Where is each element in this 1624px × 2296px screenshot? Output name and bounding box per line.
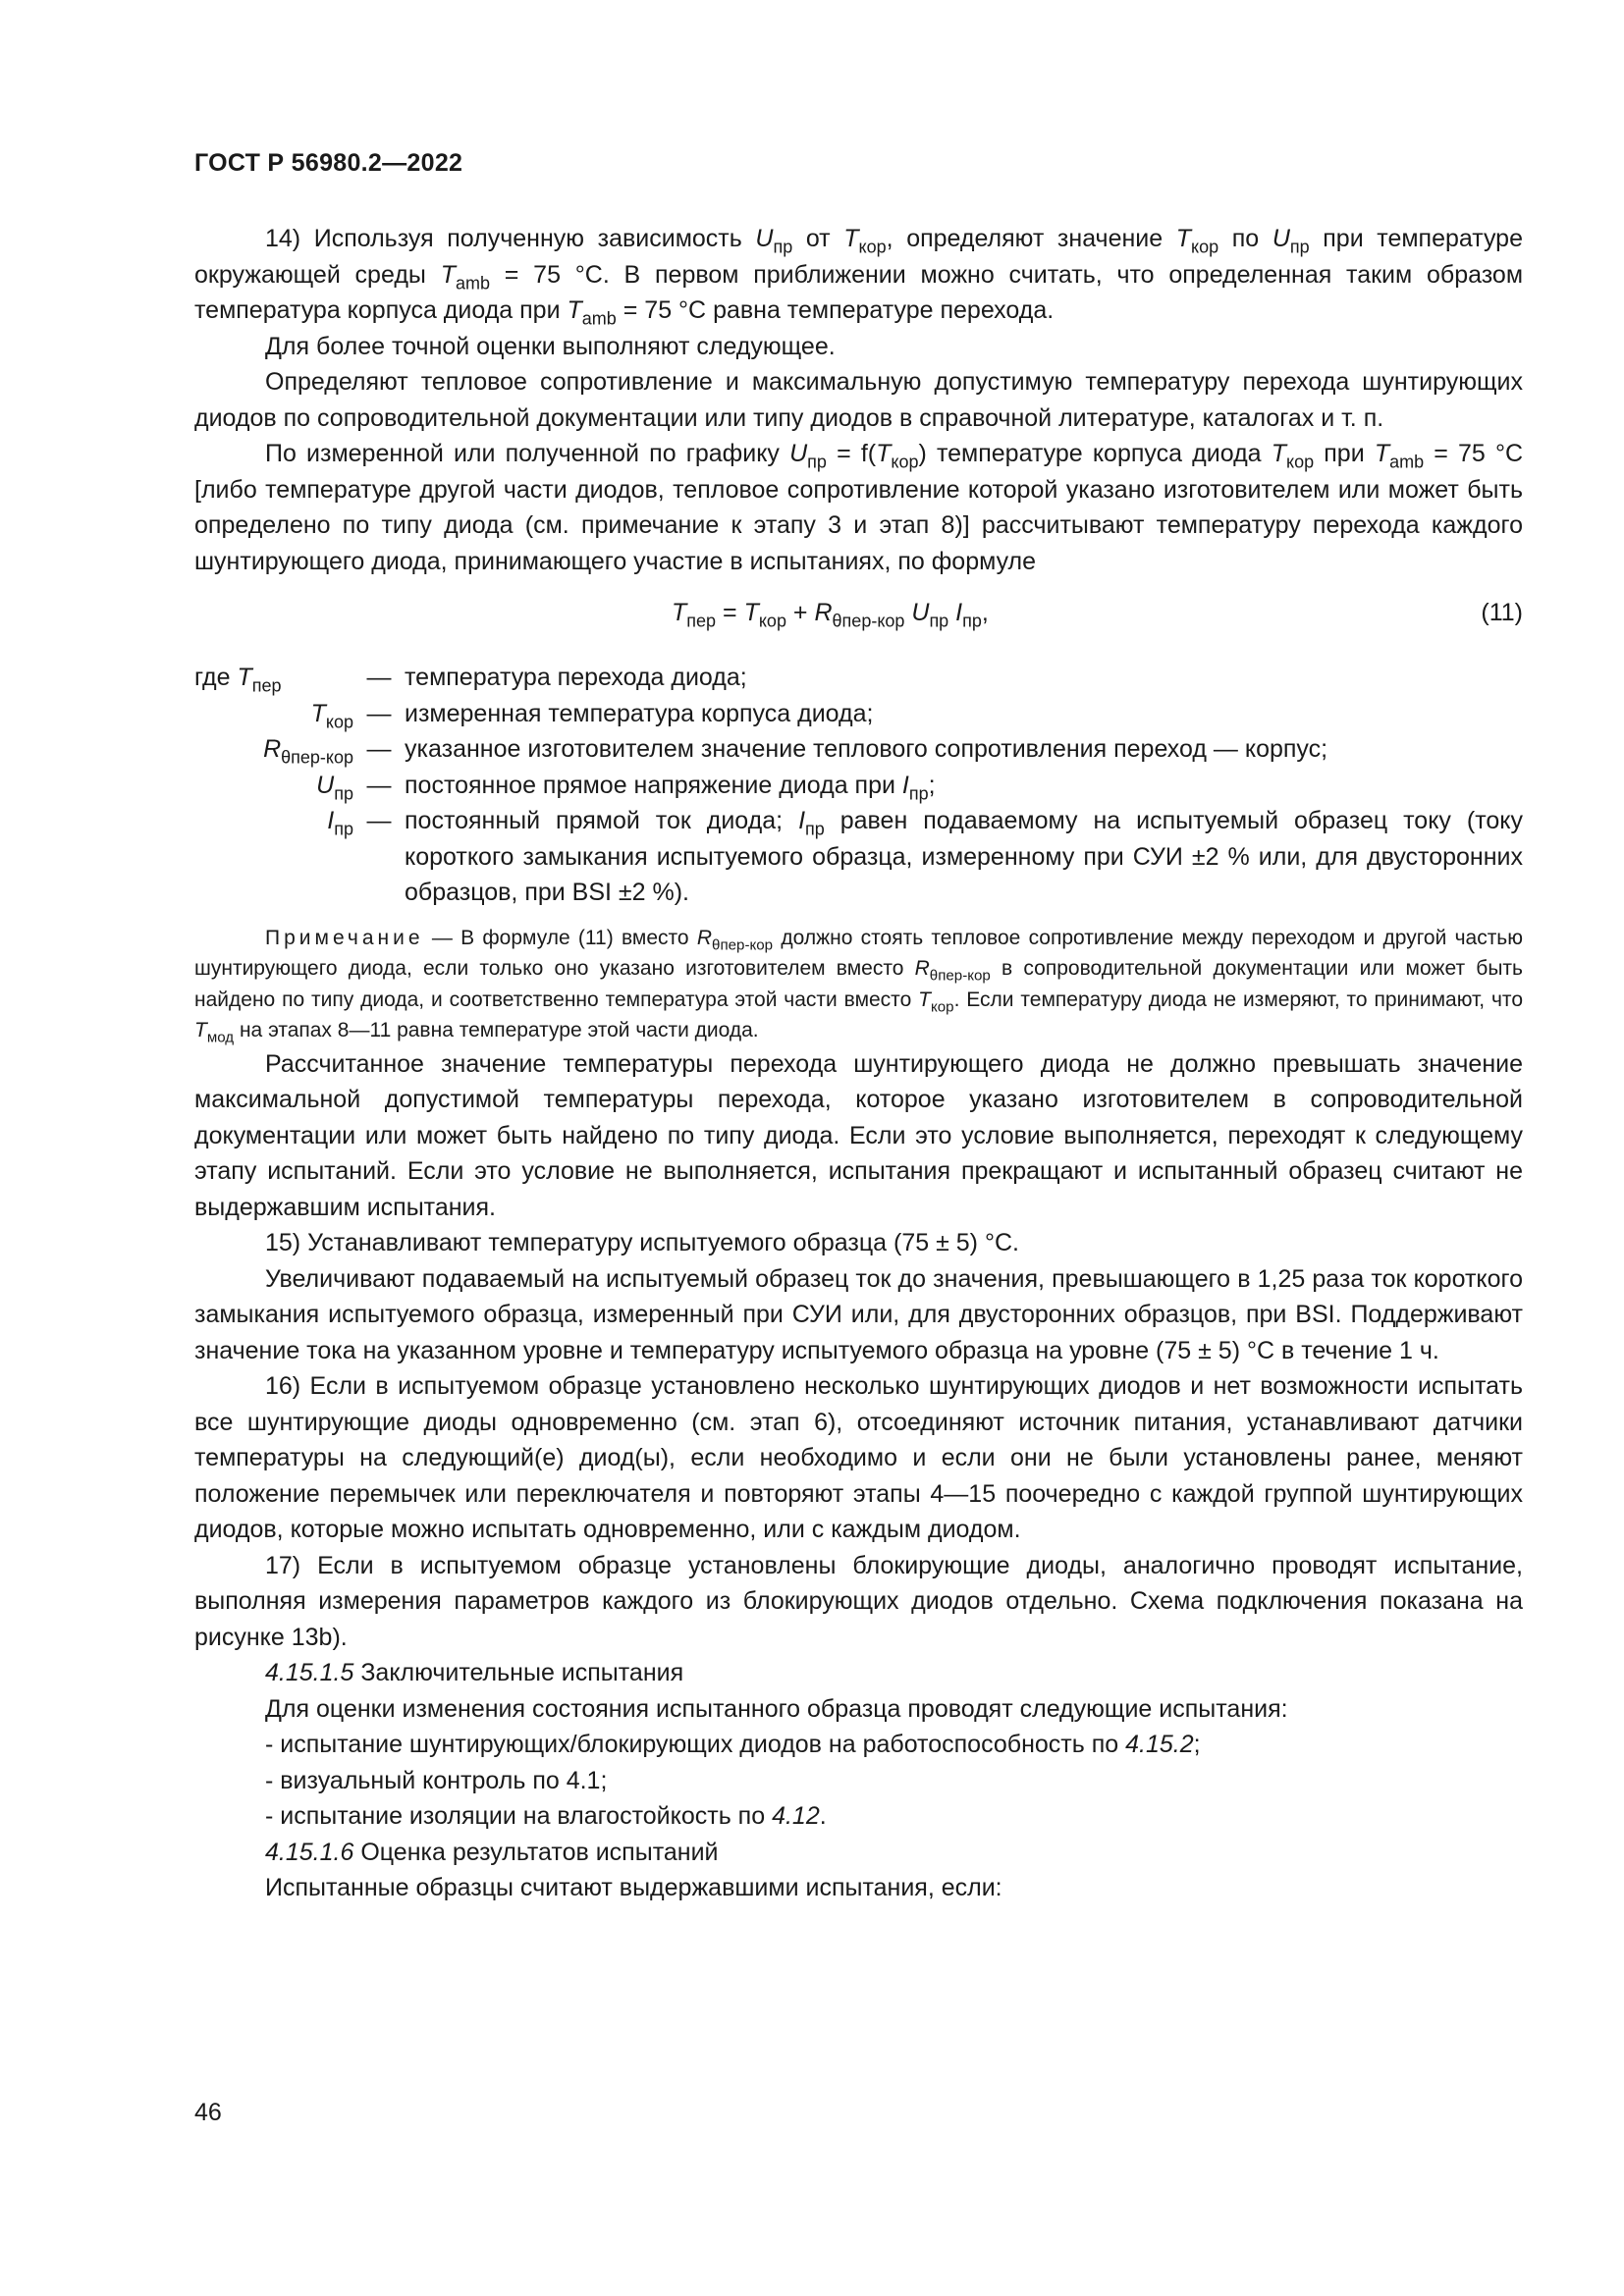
paragraph-calc: Рассчитанное значение температуры перехода шунтирующего диода не должно превышать значение максимальной допустимой температуры перехода, которое указано изготовителем в сопроводительной документации или может быть найдено по типу диода. Если это условие выполняется, переходят к следующему этапу испытаний. Если это условие не выполняется, испытания прекращают и испытанный образец считают не выдержавшим испытания.	[194, 1049, 1523, 1221]
definition-row: $T_{кор}$ — измеренная температура корпуса диода;	[310, 699, 874, 731]
paragraph-increase: Увеличивают подаваемый на испытуемый образец ток до значения, превышающего в 1,25 раза ток короткого замыкания испытуемого образца, измеренный при СУИ или, для двусторонних образцов, при BSI. Поддерживают значение тока на указанном уровне и температуру испытуемого образца на уровне (75 ± 5) °C в течение 1 ч.	[194, 1264, 1523, 1364]
paragraph-step-16: 16) Если в испытуемом образце установлено несколько шунтирующих диодов и нет возможности испытать все шунтирующие диоды одновременно (см. этап 6), отсоединяют источник питания, устанавливают датчики температуры на следующий(е) диод(ы), если необходимо и если они не были установлены ранее, меняют положение перемычек или переключателя и повторяют этапы 4—15 поочередно с каждой группой шунтирующих диодов, которые можно испытать одновременно, или с каждым диодом.	[194, 1372, 1523, 1543]
paragraph-step-17: 17) Если в испытуемом образце установлены блокирующие диоды, аналогично проводят испытание, выполняя измерения параметров каждого из блокирующих диодов отдельно. Схема подключения показана на рисунке 13b).	[194, 1551, 1523, 1651]
definition-row: $I_{пр}$ — постоянный прямой ток диода; $I_{пр}$ равен подаваемому на испытуемый образец току (току короткого замыкания испытуемого образца, измеренному при СУИ ±2 % или, для двусторонних образцов, при BSI ±2 %).	[327, 807, 1523, 906]
note: Примечание — В формуле (11) вместо $R_{\theta пер-кор}$ должно стоять тепловое сопротивление между переходом и другой частью шунтирующего диода, если только оно указано изготовителем вместо $R_{\theta пер-кор}$ в сопроводительной документации или может быть найдено по типу диода, и соответственно температура этой части вместо $T_{кор}$. Если температуру диода не измеряют, то принимают, что $T_{мод}$ на этапах 8—11 равна температуре этой части диода.	[194, 926, 1523, 1046]
document-header: ГОСТ Р 56980.2—2022	[194, 149, 463, 177]
symbol-definitions	[194, 660, 1523, 911]
section-heading-4-15-1-5: 4.15.1.5 Заключительные испытания	[265, 1659, 684, 1686]
definition-row: $U_{пр}$ — постоянное прямое напряжение диода при $I_{пр}$;	[316, 771, 936, 803]
list-item: - испытание шунтирующих/блокирующих диодов на работоспособность по 4.15.2;	[265, 1731, 1201, 1758]
list-item: - испытание изоляции на влагостойкость по 4.12.	[265, 1802, 827, 1830]
definition-row: $R_{\theta пер-кор}$ — указанное изготовителем значение теплового сопротивления переход — корпус;	[263, 735, 1328, 768]
paragraph-results: Испытанные образцы считают выдержавшими испытания, если:	[265, 1874, 1002, 1901]
document-body	[194, 221, 1523, 1906]
formula-11	[194, 595, 1523, 640]
formula-number: (11)	[1481, 599, 1523, 626]
page-number: 46	[194, 2099, 222, 2126]
paragraph-define: Определяют тепловое сопротивление и максимальную допустимую температуру перехода шунтирующих диодов по сопроводительной документации или типу диодов в справочной литературе, каталогах и т. п.	[194, 368, 1523, 432]
paragraph-measured: По измеренной или полученной по графику $U_{пр} = f(T_{кор})$ температуре корпуса диода $T_{кор}$ при $T_{amb} = 75$ °C [либо температуре другой части диодов, тепловое сопротивление которой указано изготовителем или может быть определено по типу диода (см. примечание к этапу 3 и этап 8)] рассчитывают температуру перехода каждого шунтирующего диода, принимающего участие в испытаниях, по формуле	[194, 440, 1524, 575]
paragraph-step-14: 14) Используя полученную зависимость $U_{пр}$ от $T_{кор}$, определяют значение $T_{кор}$ по $U_{пр}$ при температуре окружающей среды $T_{amb} = 75$ °C. В первом приближении можно считать, что определенная таким образом температура корпуса диода при $T_{amb} = 75$ °C равна температуре перехода.	[194, 225, 1524, 329]
section-heading-4-15-1-6: 4.15.1.6 Оценка результатов испытаний	[265, 1838, 719, 1866]
paragraph-step-15: 15) Устанавливают температуру испытуемого образца (75 ± 5) °C.	[265, 1229, 1019, 1256]
list-item: - визуальный контроль по 4.1;	[265, 1766, 608, 1794]
definition-row: где $T_{пер}$ — температура перехода диода;	[194, 664, 747, 696]
paragraph-final-intro: Для оценки изменения состояния испытанного образца проводят следующие испытания:	[265, 1694, 1288, 1723]
formula-expression: $T_{пер} = T_{кор} + R_{\theta пер-кор}$ $U_{пр}$ $I_{пр}$,	[672, 599, 989, 631]
paragraph-precise: Для более точной оценки выполняют следующее.	[265, 332, 836, 360]
